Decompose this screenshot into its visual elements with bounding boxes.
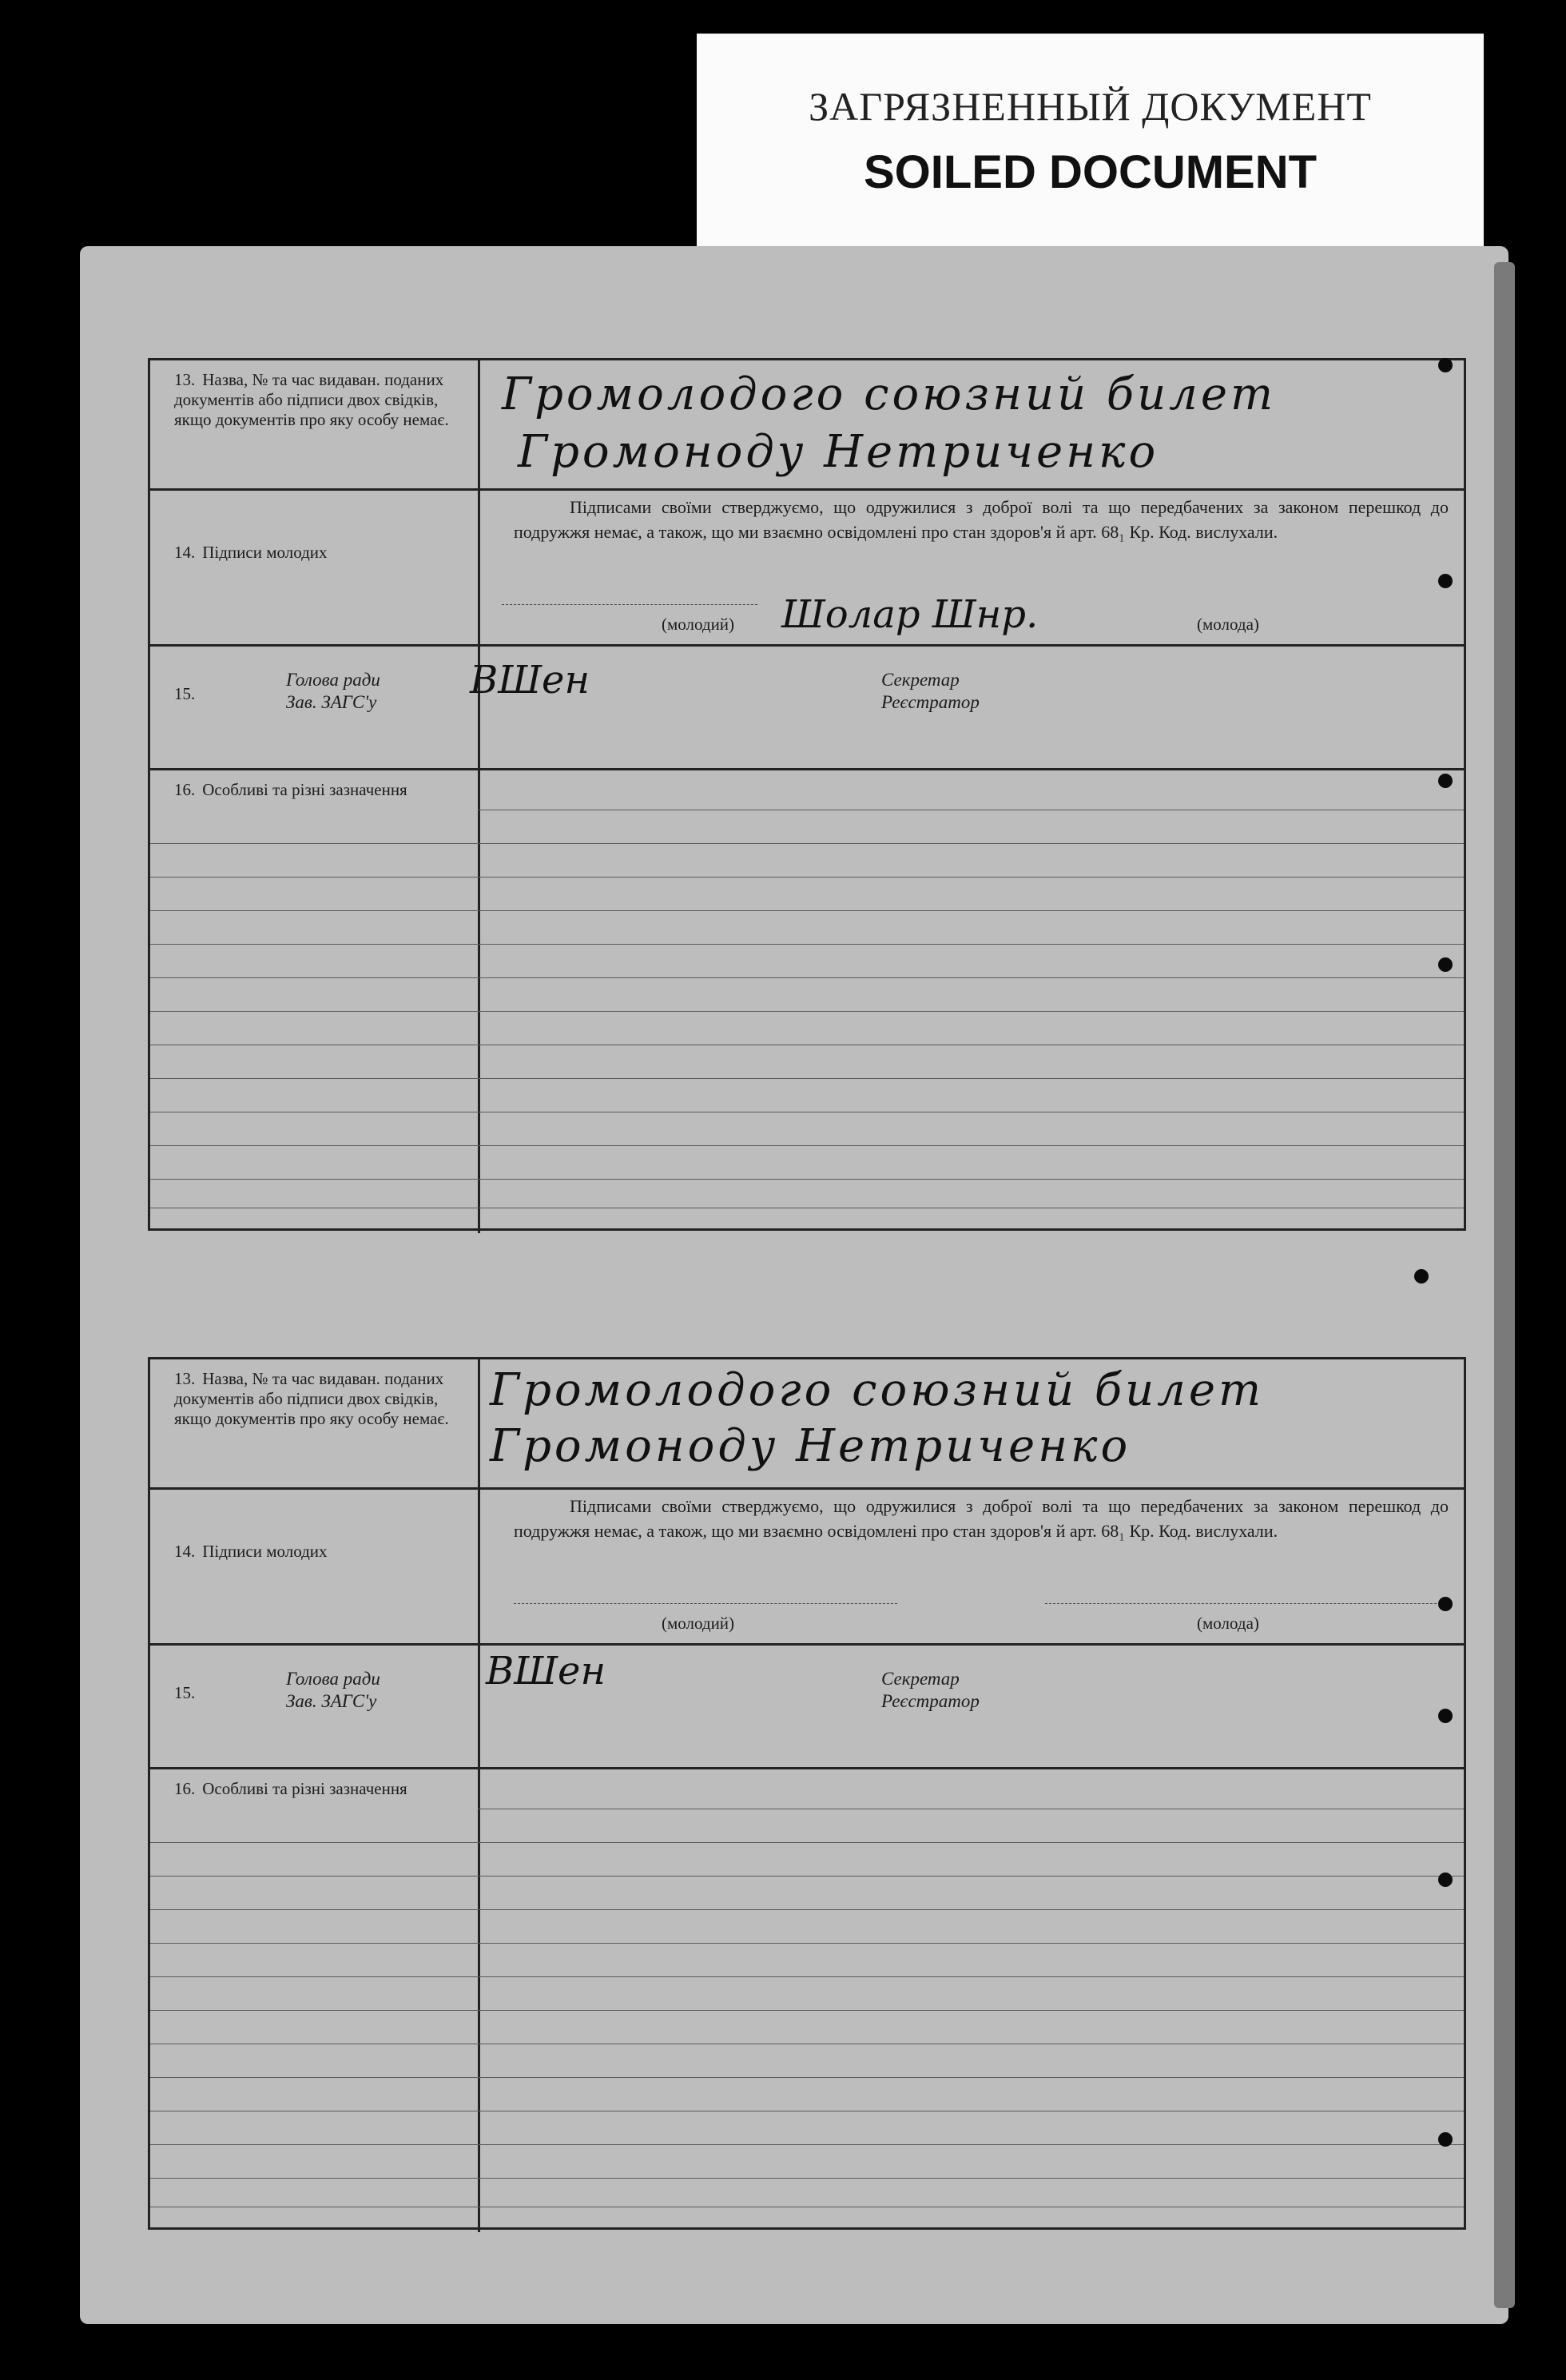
field-14-statement: Підписами своїми стверджуємо, що одружилися з доброї волі та що передбачених за законом перешкод до подружжя немає, а також, що ми взаємно освідомлені про стан здоров'я й арт. 68₁ Кр. Код. вислухали. bbox=[514, 1496, 1449, 1541]
secretary-label: Секретар bbox=[881, 670, 960, 690]
registry-head-label: Зав. ЗАГС'у bbox=[286, 692, 377, 712]
ruled-line bbox=[150, 1078, 1464, 1079]
row-divider bbox=[150, 1767, 1464, 1769]
ruled-line bbox=[150, 1145, 1464, 1146]
row-divider bbox=[150, 768, 1464, 770]
record-1 bbox=[148, 358, 1466, 1231]
bride-signature-line bbox=[1045, 1603, 1445, 1604]
field-16-number: 16. bbox=[174, 1779, 196, 1798]
head-of-council-label: Голова ради bbox=[286, 1669, 380, 1689]
ruled-line bbox=[150, 877, 1464, 878]
groom-caption: (молодий) bbox=[662, 615, 735, 634]
binding-hole bbox=[1438, 358, 1453, 372]
binding-hole bbox=[1438, 1597, 1453, 1611]
field-13-entry-line1: Громолодого союзний билет bbox=[490, 1364, 1265, 1416]
field-13-text: Назва, № та час видаван. поданих документів або підписи двох свідків, якщо документів про яку особу немає. bbox=[174, 370, 449, 429]
ruled-line bbox=[150, 1179, 1464, 1180]
ruled-line bbox=[150, 1976, 1464, 1977]
register-page bbox=[80, 246, 1508, 2324]
ruled-line bbox=[150, 1876, 1464, 1877]
ruled-line bbox=[150, 2077, 1464, 2078]
registrar-label: Реєстратор bbox=[881, 692, 980, 712]
field-13-text: Назва, № та час видаван. поданих документів або підписи двох свідків, якщо документів про яку особу немає. bbox=[174, 1369, 449, 1428]
field-16-text: Особливі та різні зазначення bbox=[202, 1779, 407, 1798]
page-edge bbox=[1494, 262, 1515, 2308]
binding-hole bbox=[1414, 1269, 1429, 1284]
record-2 bbox=[148, 1357, 1466, 2230]
row-divider bbox=[150, 488, 1464, 491]
binding-hole bbox=[1438, 1873, 1453, 1887]
ruled-line bbox=[150, 2010, 1464, 2011]
ruled-line bbox=[150, 1842, 1464, 1843]
spouses-signature: Шолар Шнр. bbox=[781, 592, 1039, 637]
head-signature: ВШен bbox=[486, 1649, 606, 1693]
field-13-entry-line2: Громоноду Нетриченко bbox=[518, 426, 1159, 478]
groom-signature-line bbox=[502, 604, 757, 605]
binding-hole bbox=[1438, 2132, 1453, 2147]
label-column-divider bbox=[478, 360, 480, 1233]
binding-hole bbox=[1438, 957, 1453, 972]
field-16-text: Особливі та різні зазначення bbox=[202, 780, 407, 799]
registry-head-label: Зав. ЗАГС'у bbox=[286, 1691, 377, 1711]
ruled-line bbox=[150, 977, 1464, 978]
field-16-number: 16. bbox=[174, 780, 196, 799]
registrar-label: Реєстратор bbox=[881, 1691, 980, 1711]
field-15-number: 15. bbox=[174, 684, 196, 703]
field-14-text: Підписи молодих bbox=[202, 1542, 328, 1561]
field-16-label bbox=[174, 1779, 462, 1799]
ruled-line bbox=[150, 944, 1464, 945]
binding-hole bbox=[1438, 774, 1453, 788]
bride-caption: (молода) bbox=[1197, 1614, 1259, 1633]
ruled-line bbox=[150, 2178, 1464, 2179]
soiled-document-stamp bbox=[697, 34, 1484, 254]
ruled-line bbox=[150, 2144, 1464, 2145]
groom-signature-line bbox=[514, 1603, 897, 1604]
field-13-entry-line1: Громолодого союзний билет bbox=[502, 368, 1277, 420]
field-14-label bbox=[174, 543, 328, 563]
ruled-line bbox=[150, 1011, 1464, 1012]
field-13-number: 13. bbox=[174, 370, 196, 389]
label-column-divider bbox=[478, 1359, 480, 2232]
field-13-label bbox=[174, 370, 462, 430]
binding-hole bbox=[1438, 574, 1453, 588]
row-divider bbox=[150, 644, 1464, 647]
row-divider bbox=[150, 1487, 1464, 1490]
ruled-line bbox=[150, 1909, 1464, 1910]
field-14-label bbox=[174, 1542, 328, 1562]
stamp-text-en: SOILED DOCUMENT bbox=[863, 146, 1318, 198]
field-16-label bbox=[174, 780, 462, 800]
field-13-label bbox=[174, 1369, 462, 1429]
row-divider bbox=[150, 1643, 1464, 1646]
field-14-text: Підписи молодих bbox=[202, 543, 328, 562]
field-14-statement: Підписами своїми стверджуємо, що одружилися з доброї волі та що передбачених за законом перешкод до подружжя немає, а також, що ми взаємно освідомлені про стан здоров'я й арт. 68₁ Кр. Код. вислухали. bbox=[514, 497, 1449, 542]
ruled-line bbox=[150, 1943, 1464, 1944]
stamp-text-ru: ЗАГРЯЗНЕННЫЙ ДОКУМЕНТ bbox=[809, 84, 1372, 129]
head-signature: ВШен bbox=[470, 658, 590, 702]
field-13-number: 13. bbox=[174, 1369, 196, 1388]
secretary-label: Секретар bbox=[881, 1669, 960, 1689]
field-15-number: 15. bbox=[174, 1683, 196, 1702]
binding-hole bbox=[1438, 1709, 1453, 1723]
field-13-entry-line2: Громоноду Нетриченко bbox=[490, 1420, 1131, 1472]
field-14-number: 14. bbox=[174, 1542, 196, 1561]
ruled-line bbox=[150, 910, 1464, 911]
field-14-number: 14. bbox=[174, 543, 196, 562]
bride-caption: (молода) bbox=[1197, 615, 1259, 634]
head-of-council-label: Голова ради bbox=[286, 670, 380, 690]
ruled-line bbox=[150, 843, 1464, 844]
groom-caption: (молодий) bbox=[662, 1614, 735, 1633]
